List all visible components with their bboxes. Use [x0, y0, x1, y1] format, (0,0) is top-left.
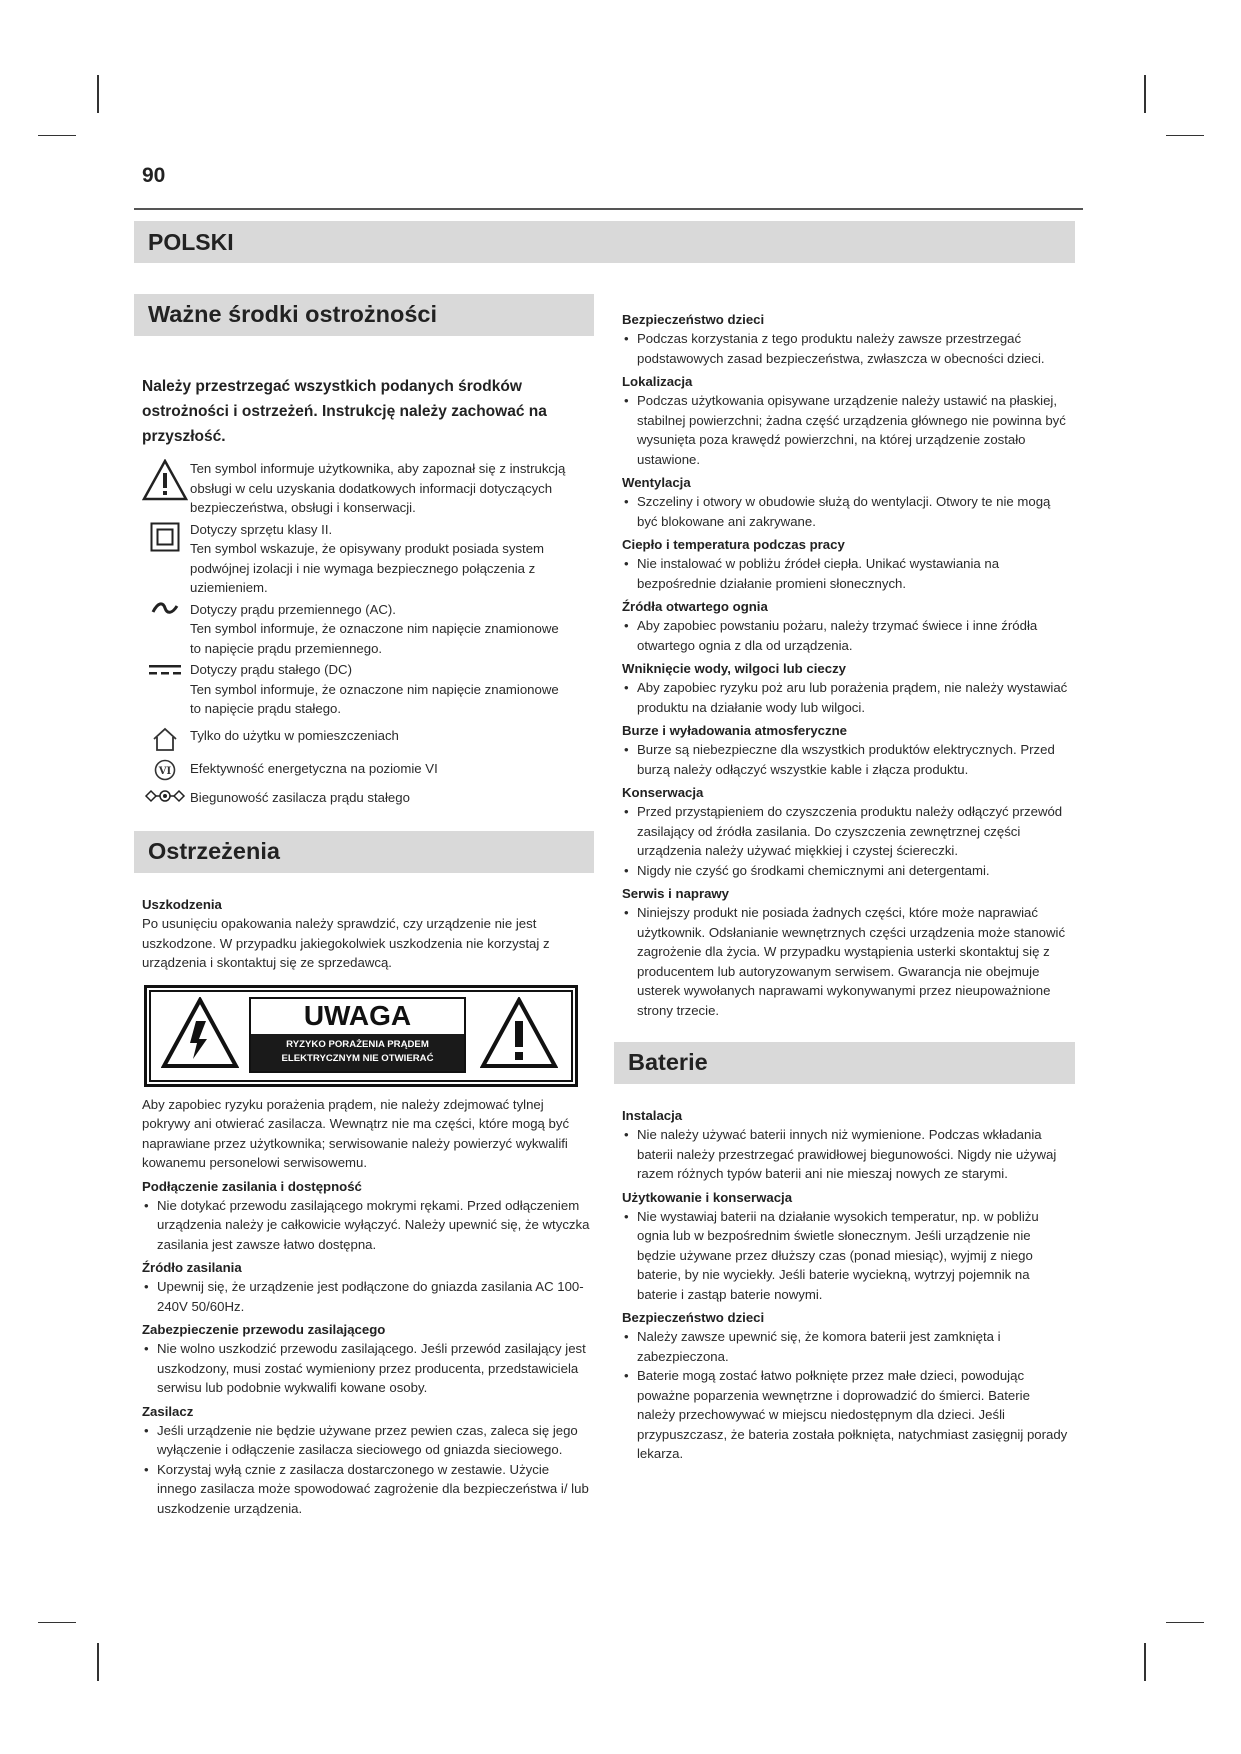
caution-label	[144, 985, 578, 1087]
bullet-list	[142, 1421, 590, 1519]
symbol-desc	[190, 788, 594, 808]
lightning-triangle-icon	[161, 997, 239, 1069]
symbol-desc	[190, 600, 594, 659]
bullet-list	[622, 903, 1071, 1020]
bullet-list	[622, 329, 1071, 368]
svg-text:VI: VI	[158, 765, 172, 777]
header-rule	[134, 208, 1083, 210]
batteries-heading: Baterie	[628, 1049, 708, 1075]
symbol-row	[140, 600, 594, 659]
section-heading: Bezpieczeństwo dzieci	[622, 312, 765, 327]
right-safety-sections	[614, 294, 1075, 1020]
symbol-desc	[190, 759, 594, 779]
left-column	[134, 294, 594, 1518]
symbol-line: Dotyczy sprzętu klasy II.	[190, 521, 333, 537]
bullet-list	[622, 616, 1071, 655]
ac-tilde-icon	[140, 600, 190, 620]
house-icon	[140, 726, 190, 752]
caution-subtitle	[251, 1034, 464, 1071]
caution-title: UWAGA	[303, 999, 412, 1031]
crop-mark	[1144, 75, 1146, 113]
bullet-list	[142, 1339, 590, 1398]
list-item: • Aby zapobiec ryzyku poż aru lub porażenia prądem, nie należy wystawiać produktu na działanie wody lub wilgoci.	[622, 678, 1071, 717]
section-heading: Konserwacja	[622, 785, 704, 800]
list-item: • Korzystaj wyłą cznie z zasilacza dostarczonego w zestawie. Użycie innego zasilacza może spowodować zagrożenie dla bezpieczeństwa i/ lub uszkodzenie urządzenia.	[142, 1460, 590, 1519]
damage-text: Po usunięciu opakowania należy sprawdzić, czy urządzenie nie jest uszkodzone. W przypadku jakiegokolwiek uszkodzenia nie korzystaj z urządzenia i skontaktuj się ze sprzedawcą.	[142, 916, 550, 970]
symbol-line: uziemieniem.	[190, 580, 268, 595]
caution-text: Aby zapobiec ryzyku porażenia prądem, nie należy zdejmować tylnej pokrywy ani otwierać zasilacza. Wewnątrz nie ma części, które mogą być naprawiane przez użytkownika; serwisowanie należy powierzyć wykwalifi kowanemu personelowi serwisowemu.	[142, 1096, 570, 1170]
symbol-line: to napięcie prądu przemiennego.	[190, 640, 383, 656]
caution-line: ELEKTRYCZNYM NIE OTWIERAĆ	[281, 1052, 434, 1064]
uwaga-box	[249, 997, 466, 1073]
symbol-line: Efektywność energetyczna na poziomie VI	[190, 760, 438, 776]
symbol-line: bezpieczeństwa, obsługi i konserwacji.	[190, 500, 416, 515]
warnings-heading: Ostrzeżenia	[148, 838, 280, 864]
symbol-line: obsługi w celu uzyskania dodatkowych informacji dotyczących	[190, 480, 553, 496]
list-item: • Należy zawsze upewnić się, że komora baterii jest zamknięta i zabezpieczona.	[622, 1327, 1071, 1366]
bullet-list	[622, 554, 1071, 593]
section-heading: Źródło zasilania	[142, 1260, 242, 1275]
bullet-list	[622, 492, 1071, 531]
symbol-row	[140, 520, 594, 598]
symbol-line: Ten symbol wskazuje, że opisywany produkt posiada system	[190, 541, 545, 556]
symbol-line: podwójnej izolacji i nie wymaga bezpiecznego połączenia z	[190, 560, 536, 576]
symbol-desc	[190, 520, 594, 598]
damage-heading: Uszkodzenia	[142, 897, 222, 912]
symbol-desc	[190, 726, 594, 746]
symbol-row	[140, 759, 594, 781]
section-heading: Serwis i naprawy	[622, 886, 730, 901]
symbol-line: Dotyczy prądu stałego (DC)	[190, 662, 352, 677]
symbol-list	[134, 459, 594, 807]
page-number: 90	[142, 164, 166, 187]
list-item: • Burze są niebezpieczne dla wszystkich produktów elektrycznych. Przed burzą należy odłączyć wszystkie kable i złącza produktu.	[622, 740, 1071, 779]
section-heading: Burze i wyładowania atmosferyczne	[622, 723, 847, 738]
right-column	[614, 294, 1075, 1464]
symbol-line: Dotyczy prądu przemiennego (AC).	[190, 601, 396, 617]
exclamation-triangle-icon	[480, 997, 558, 1069]
section-heading: Lokalizacja	[622, 374, 693, 389]
crop-mark	[97, 1643, 99, 1681]
list-item: • Nigdy nie czyść go środkami chemicznymi ani detergentami.	[622, 861, 1071, 881]
list-item: • Podczas korzystania z tego produktu należy zawsze przestrzegać podstawowych zasad bezpieczeństwa, zwłaszcza w obecności dzieci.	[622, 329, 1071, 368]
crop-mark	[1166, 1622, 1204, 1623]
batteries-heading-bar	[614, 1042, 1075, 1084]
list-item: • Upewnij się, że urządzenie jest podłączone do gniazda zasilania AC 100-240V 50/60Hz.	[142, 1277, 590, 1316]
list-item: • Podczas użytkowania opisywane urządzenie należy ustawić na płaskiej, stabilnej powierzchni; żadna część urządzenia głównego nie powinna być wysunięta poza krawędź powierzchni, na której urządzenie zostało ustawione.	[622, 391, 1071, 469]
section-heading: Wentylacja	[622, 475, 691, 490]
bullet-list	[142, 1277, 590, 1316]
symbol-line: Ten symbol informuje, że oznaczone nim napięcie znamionowe	[190, 621, 559, 636]
symbol-row	[140, 660, 594, 719]
bullet-list	[622, 1125, 1071, 1184]
section-heading: Podłączenie zasilania i dostępność	[142, 1178, 362, 1194]
list-item: • Nie instalować w pobliżu źródeł ciepła. Unikać wystawiania na bezpośrednie działanie promieni słonecznych.	[622, 554, 1071, 593]
crop-mark	[97, 75, 99, 113]
symbol-row	[140, 726, 594, 752]
list-item: • Baterie mogą zostać łatwo połknięte przez małe dzieci, powodując poważne poparzenia wewnętrzne i doprowadzić do śmierci. Baterie należy przechowywać w miejscu niedostępnym dla dzieci. Jeśli przypuszczasz, że bateria została połknięta, natychmiast zasięgnij porady lekarza.	[622, 1366, 1071, 1464]
vi-efficiency-icon	[140, 759, 190, 781]
bullet-list	[622, 678, 1071, 717]
class-ii-double-square-icon	[140, 520, 190, 552]
warnings-heading-bar	[134, 831, 594, 873]
symbol-row	[140, 459, 594, 518]
safety-heading-bar	[134, 294, 594, 336]
bullet-list	[622, 802, 1071, 880]
section-heading: Źródła otwartego ognia	[622, 599, 768, 614]
list-item: • Nie należy używać baterii innych niż wymienione. Podczas wkładania baterii należy przestrzegać prawidłowej biegunowości. Nigdy nie używaj razem różnych typów baterii ani nie mieszaj nowych ze starymi.	[622, 1125, 1071, 1184]
dc-lines-icon	[140, 660, 190, 678]
list-item: • Przed przystąpieniem do czyszczenia produktu należy odłączyć przewód zasilający od źródła zasilania. Do czyszczenia zewnętrznej części urządzenia należy używać miękkiej i czystej ściereczki.	[622, 802, 1071, 861]
symbol-line: Tylko do użytku w pomieszczeniach	[190, 727, 399, 743]
intro-text: Należy przestrzegać wszystkich podanych środków ostrożności i ostrzeżeń. Instrukcję należy zachować na przyszłość.	[142, 378, 547, 445]
section-heading: Użytkowanie i konserwacja	[622, 1189, 793, 1205]
crop-mark	[1166, 135, 1204, 136]
symbol-desc	[190, 459, 594, 518]
safety-heading: Ważne środki ostrożności	[148, 301, 438, 327]
language-heading-bar	[134, 221, 1075, 263]
bullet-list	[622, 1327, 1071, 1464]
section-heading: Zasilacz	[142, 1403, 194, 1419]
symbol-line: Ten symbol informuje, że oznaczone nim napięcie znamionowe	[190, 681, 559, 697]
section-heading: Wniknięcie wody, wilgoci lub cieczy	[622, 661, 846, 676]
warning-triangle-icon	[140, 459, 190, 501]
bullet-list	[622, 1207, 1071, 1305]
list-item: • Szczeliny i otwory w obudowie służą do wentylacji. Otwory te nie mogą być blokowane ani zakrywane.	[622, 492, 1071, 531]
section-heading: Instalacja	[622, 1108, 683, 1123]
symbol-desc	[190, 660, 594, 719]
damage-section	[134, 895, 594, 973]
symbol-line: Biegunowość zasilacza prądu stałego	[190, 789, 410, 805]
crop-mark	[1144, 1643, 1146, 1681]
list-item: • Niniejszy produkt nie posiada żadnych części, które może naprawiać użytkownik. Odsłanianie wewnętrznych części urządzenia może stanowić zagrożenie dla życia. W przypadku wystąpienia usterki skontaktuj się z producentem lub autoryzowanym serwisem. Gwarancja nie obejmuje usterek wywołanych naprawami wykonywanymi przez nieupoważnione strony trzecie.	[622, 903, 1071, 1020]
section-heading: Bezpieczeństwo dzieci	[622, 1310, 765, 1325]
bullet-list	[622, 391, 1071, 469]
bullet-list	[142, 1196, 590, 1255]
list-item: • Nie wolno uszkodzić przewodu zasilającego. Jeśli przewód zasilający jest uszkodzony, musi zostać wymieniony przez producenta, przedstawiciela serwisu lub podobnie wykwalifi kowane osoby.	[142, 1339, 590, 1398]
list-item: • Nie dotykać przewodu zasilającego mokrymi rękami. Przed odłączeniem urządzenia należy je całkowicie wyłączyć. Należy upewnić się, że wtyczka zasilania jest zawsze łatwo dostępna.	[142, 1196, 590, 1255]
caution-line: RYZYKO PORAŻENIA PRĄDEM	[286, 1038, 429, 1050]
symbol-line: Ten symbol informuje użytkownika, aby zapoznał się z instrukcją	[190, 461, 566, 476]
list-item: • Nie wystawiaj baterii na działanie wysokich temperatur, np. w pobliżu ognia lub w bezpośrednim świetle słonecznym. Jeśli urządzenie nie będzie używane przez dłuższy czas (ponad miesiąc), wyjmij z niego baterie, by nie wyciekły. Jeśli baterie wyciekną, wytrzyj pojemnik na baterie i zastąp baterie nowymi.	[622, 1207, 1071, 1305]
caution-section	[134, 1095, 594, 1519]
symbol-row	[140, 788, 594, 808]
section-heading: Ciepło i temperatura podczas pracy	[622, 537, 845, 552]
battery-sections	[614, 1106, 1075, 1464]
bullet-list	[622, 740, 1071, 779]
crop-mark	[38, 1622, 76, 1623]
list-item: • Jeśli urządzenie nie będzie używane przez pewien czas, zaleca się jego wyłączenie i odłączenie zasilacza sieciowego od gniazda sieciowego.	[142, 1421, 590, 1460]
polarity-icon	[140, 788, 190, 804]
language-heading: POLSKI	[148, 229, 234, 255]
symbol-line: to napięcie prądu stałego.	[190, 701, 342, 716]
list-item: • Aby zapobiec powstaniu pożaru, należy trzymać świece i inne źródła otwartego ognia z dla od urządzenia.	[622, 616, 1071, 655]
section-heading: Zabezpieczenie przewodu zasilającego	[142, 1322, 386, 1337]
crop-mark	[38, 135, 76, 136]
